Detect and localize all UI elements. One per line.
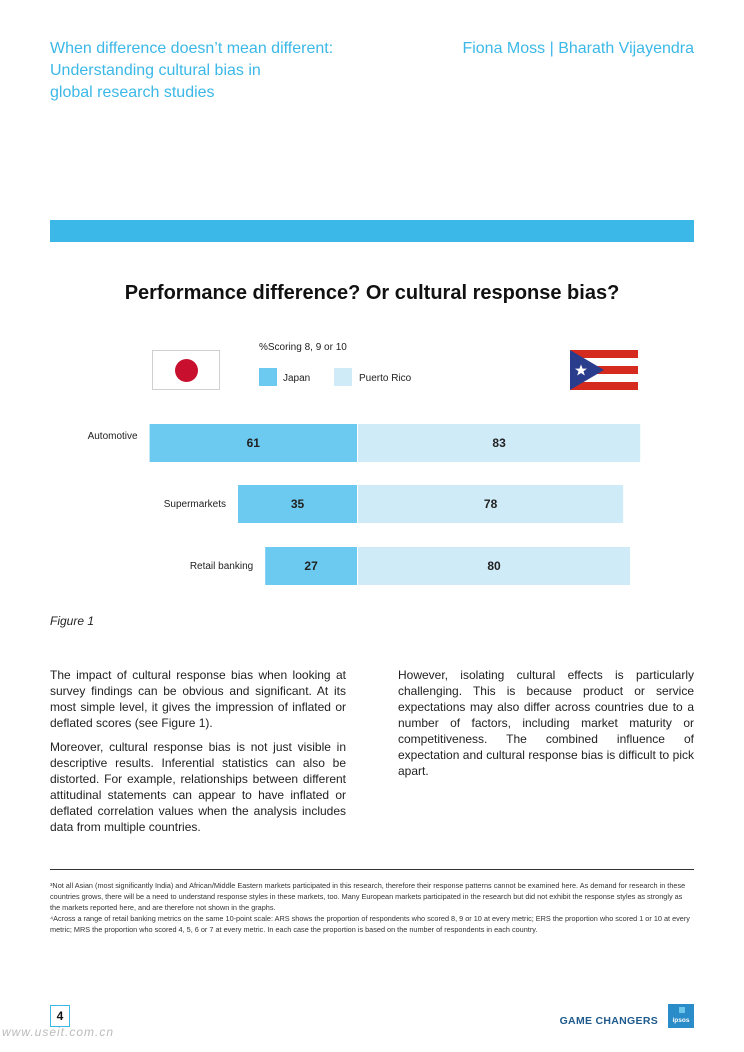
ipsos-logo (668, 1004, 694, 1028)
body-column-left (50, 667, 346, 843)
data-label-japan: 61 (246, 436, 260, 450)
japan-flag-icon (152, 350, 220, 390)
watermark: www.useit.com.cn (2, 1025, 115, 1039)
category-label: Retail banking (189, 561, 254, 572)
data-label-japan: 27 (304, 559, 318, 573)
document-title (50, 38, 370, 104)
footnote: ³Not all Asian (most significantly India) and African/Middle Eastern markets participated in this research, therefore their response patterns cannot be examined here. As demand for research in these countries grows, there will be a need to understand response styles in these markets, too. Many European markets participated in the research but did not exhibit the response styles as strongly as the markets reported here, and are therefore not shown in the graphs. (50, 881, 686, 912)
body-column-right (398, 667, 694, 787)
data-label-puerto-rico: 78 (483, 497, 498, 511)
legend-swatch-puerto-rico (334, 368, 352, 386)
chart-title: Performance difference? Or cultural response bias? (124, 282, 620, 304)
page-number: 4 (50, 1005, 70, 1027)
legend-swatch-japan (259, 368, 277, 386)
body-paragraph: Moreover, cultural response bias is not just visible in descriptive results. Inferential statistics can also be distorted. For example, relationships between different attitudinal statements can appear to have inflated or deflated correlation values when the analysis includes data from multiple countries. (50, 740, 346, 834)
document-title-line: Understanding cultural bias in (50, 62, 261, 79)
bar-chart (0, 400, 744, 600)
footnotes (50, 880, 694, 935)
puerto-rico-flag-icon (570, 350, 638, 390)
footnote: ⁴Across a range of retail banking metrics on the same 10-point scale: ARS shows the proportion of respondents who scored 8, 9 or 10 at every metric; ERS the proportion who scored 1 or 10 at every metric; MRS the proportion who scored 4, 5, 6 or 7 at every metric. In each case the proportion is based on the number of respondents in each country. (50, 914, 690, 934)
authors: Fiona Moss | Bharath Vijayendra (462, 40, 694, 57)
data-label-japan: 35 (290, 497, 305, 511)
header-band (50, 220, 694, 242)
category-label: Automotive (87, 431, 138, 442)
figure-caption: Figure 1 (50, 614, 95, 628)
logo-text: ipsos (672, 1017, 690, 1024)
legend-label-japan: Japan (283, 373, 311, 384)
body-paragraph: However, isolating cultural effects is particularly challenging. This is because product or service expectations may also differ across countries due to a number of factors, including market maturity or competitiveness. The combined influence of expectation and cultural response bias is difficult to pick apart. (398, 668, 694, 778)
document-title-line: global research studies (50, 84, 215, 101)
data-label-puerto-rico: 80 (487, 559, 501, 573)
legend-title: %Scoring 8, 9 or 10 (259, 342, 347, 353)
category-label: Supermarkets (163, 499, 226, 510)
document-title-line: When difference doesn’t mean different: (50, 40, 334, 57)
legend-label-puerto-rico: Puerto Rico (359, 373, 412, 384)
data-label-puerto-rico: 83 (492, 436, 506, 450)
body-paragraph: The impact of cultural response bias when looking at survey findings can be obvious and significant. At its most simple level, it gives the impression of inflated or deflated scores (see Figure 1). (50, 668, 346, 730)
brand-tagline: GAME CHANGERS (559, 1015, 658, 1027)
footnote-divider (50, 869, 694, 870)
